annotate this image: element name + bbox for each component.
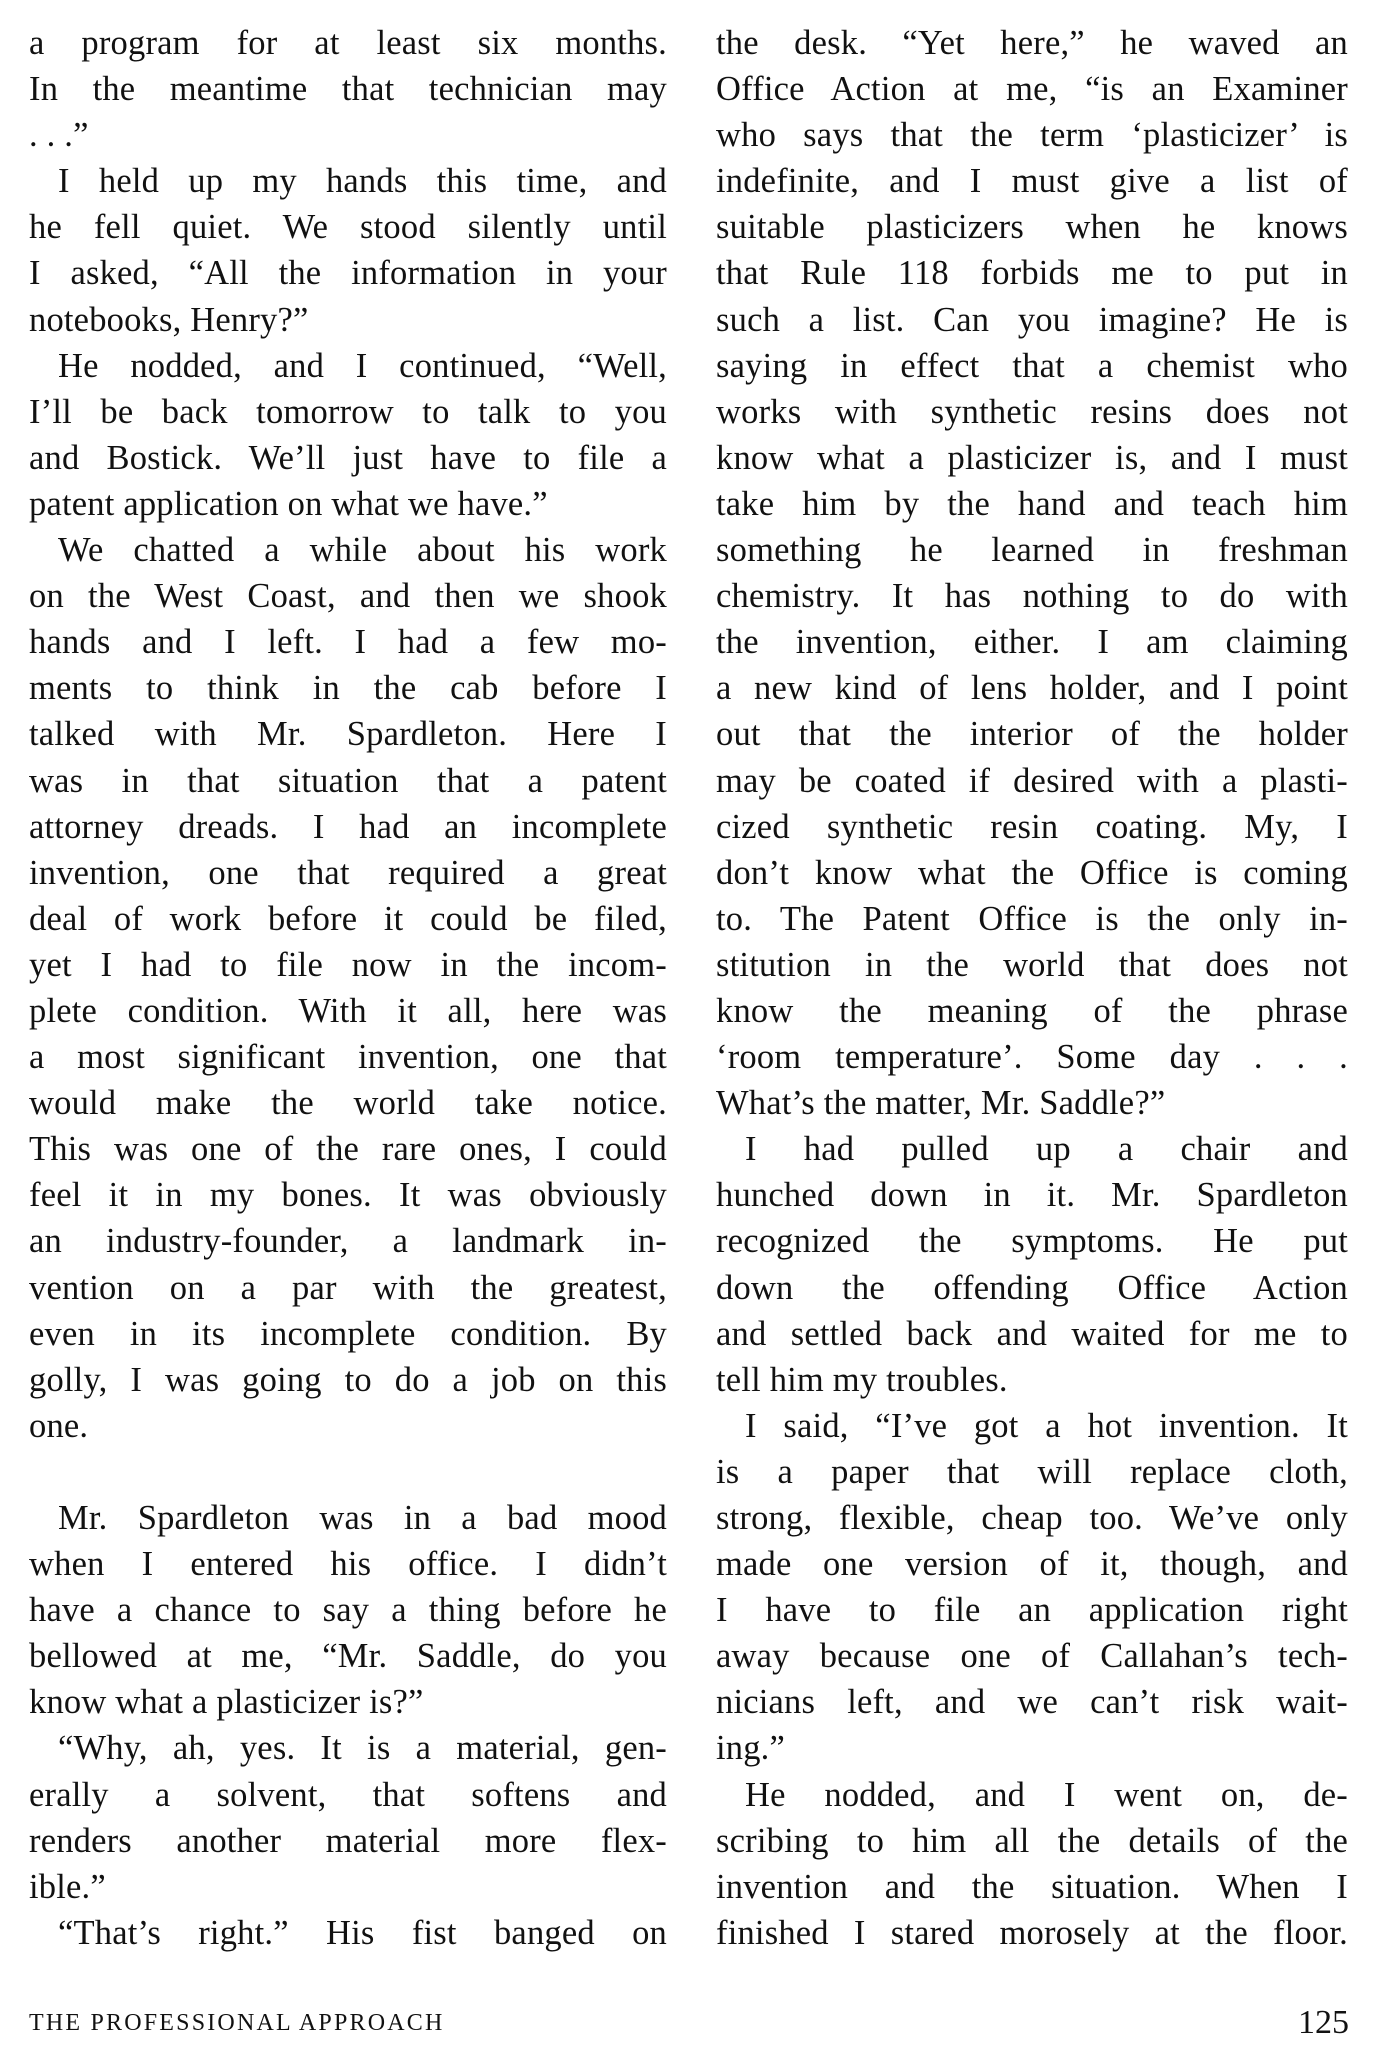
text-line: . . .” <box>29 116 89 155</box>
text-line: when I entered his office. I didn’t <box>29 1545 667 1584</box>
text-line: hands and I left. I had a few mo- <box>29 623 667 662</box>
text-line: scribing to him all the details of the <box>716 1821 1348 1860</box>
paragraph <box>716 20 1348 1126</box>
text-line: something he learned in freshman <box>716 531 1348 570</box>
text-line: patent application on what we have.” <box>29 484 548 523</box>
text-line: I have to file an application right <box>716 1591 1348 1630</box>
text-line: ‘room temperature’. Some day . . . <box>716 1038 1348 1077</box>
text-line: yet I had to file now in the incom- <box>29 945 667 984</box>
text-line: on the West Coast, and then we shook <box>29 577 667 616</box>
paragraph <box>716 1403 1348 1772</box>
text-line: cized synthetic resin coating. My, I <box>716 807 1348 846</box>
text-line: know what a plasticizer is?” <box>29 1683 424 1722</box>
text-line: would make the world take notice. <box>29 1084 667 1123</box>
text-line: such a list. Can you imagine? He is <box>716 300 1348 339</box>
text-line: This was one of the rare ones, I could <box>29 1130 667 1169</box>
text-line: and Bostick. We’ll just have to file a <box>29 438 667 477</box>
text-line: golly, I was going to do a job on this <box>29 1360 667 1399</box>
text-line: finished I stared morosely at the floor. <box>716 1913 1348 1952</box>
text-line: talked with Mr. Spardleton. Here I <box>29 715 667 754</box>
text-line: down the offending Office Action <box>716 1268 1348 1307</box>
text-line: What’s the matter, Mr. Saddle?” <box>716 1084 1166 1123</box>
text-line: one. <box>29 1406 89 1445</box>
running-title: THE PROFESSIONAL APPROACH <box>29 2010 445 2036</box>
text-line: recognized the symptoms. He put <box>716 1222 1348 1261</box>
text-line: We chatted a while about his work <box>58 531 667 570</box>
text-line: ible.” <box>29 1867 106 1906</box>
text-line: who says that the term ‘plasticizer’ is <box>716 116 1348 155</box>
text-line: the desk. “Yet here,” he waved an <box>716 24 1348 62</box>
text-line: don’t know what the Office is coming <box>716 853 1348 892</box>
text-line: ments to think in the cab before I <box>29 669 667 708</box>
paragraph <box>29 343 667 527</box>
paragraph <box>29 20 667 158</box>
text-line: invention, one that required a great <box>29 853 667 892</box>
text-line: a most significant invention, one that <box>29 1038 667 1077</box>
text-line: an industry-founder, a landmark in- <box>29 1222 667 1261</box>
text-line: tell him my troubles. <box>716 1360 1008 1399</box>
text-line: have a chance to say a thing before he <box>29 1591 667 1630</box>
text-line: he fell quiet. We stood silently until <box>29 208 667 247</box>
text-line: In the meantime that technician may <box>29 70 667 109</box>
text-line: and settled back and waited for me to <box>716 1314 1348 1353</box>
text-line: made one version of it, though, and <box>716 1545 1348 1584</box>
paragraph <box>29 1495 667 1725</box>
text-line: I held up my hands this time, and <box>58 162 667 201</box>
paragraph <box>29 1725 667 1909</box>
text-column-left <box>29 20 667 1956</box>
text-line: the invention, either. I am claiming <box>716 623 1348 662</box>
text-line: indefinite, and I must give a list of <box>716 162 1348 201</box>
text-line: is a paper that will replace cloth, <box>716 1452 1348 1491</box>
paragraph <box>29 1910 667 1956</box>
text-line: I asked, “All the information in your <box>29 254 667 293</box>
text-line: He nodded, and I continued, “Well, <box>58 346 667 385</box>
text-line: “Why, ah, yes. It is a material, gen- <box>58 1729 667 1768</box>
text-line: out that the interior of the holder <box>716 715 1348 754</box>
text-line: chemistry. It has nothing to do with <box>716 577 1348 616</box>
text-line: that Rule 118 forbids me to put in <box>716 254 1348 293</box>
text-line: renders another material more flex- <box>29 1821 667 1860</box>
text-line: strong, flexible, cheap too. We’ve only <box>716 1499 1348 1537</box>
paragraph <box>716 1126 1348 1403</box>
text-line: I had pulled up a chair and <box>745 1130 1348 1169</box>
text-line: “That’s right.” His fist banged on <box>58 1913 667 1952</box>
text-line: Office Action at me, “is an Examiner <box>716 70 1348 109</box>
text-line: plete condition. With it all, here was <box>29 991 667 1030</box>
text-column-right <box>716 20 1348 1956</box>
text-line: bellowed at me, “Mr. Saddle, do you <box>29 1637 667 1676</box>
text-line: even in its incomplete condition. By <box>29 1314 667 1353</box>
text-line: erally a solvent, that softens and <box>29 1775 667 1814</box>
text-line: attorney dreads. I had an incomplete <box>29 807 667 846</box>
text-line: hunched down in it. Mr. Spardleton <box>716 1176 1348 1215</box>
text-line: take him by the hand and teach him <box>716 484 1348 523</box>
text-line: Mr. Spardleton was in a bad mood <box>58 1499 667 1537</box>
text-line: vention on a par with the greatest, <box>29 1268 667 1307</box>
text-line: know what a plasticizer is, and I must <box>716 438 1348 477</box>
text-line: may be coated if desired with a plasti- <box>716 761 1348 800</box>
text-line: nicians left, and we can’t risk wait- <box>716 1683 1348 1722</box>
text-line: to. The Patent Office is the only in- <box>716 899 1348 938</box>
text-line: notebooks, Henry?” <box>29 300 309 339</box>
text-line: stitution in the world that does not <box>716 945 1348 984</box>
text-line: a program for at least six months. <box>29 24 667 62</box>
text-line: works with synthetic resins does not <box>716 392 1348 431</box>
text-line: saying in effect that a chemist who <box>716 346 1348 385</box>
paragraph <box>29 158 667 342</box>
text-line: He nodded, and I went on, de- <box>745 1775 1348 1814</box>
paragraph <box>716 1772 1348 1956</box>
text-line: was in that situation that a patent <box>29 761 667 800</box>
section-break <box>29 1449 667 1495</box>
text-line: invention and the situation. When I <box>716 1867 1348 1906</box>
text-line: ing.” <box>716 1729 786 1768</box>
text-line: I said, “I’ve got a hot invention. It <box>745 1406 1348 1445</box>
text-line: know the meaning of the phrase <box>716 991 1348 1030</box>
text-line: deal of work before it could be filed, <box>29 899 667 938</box>
text-line: away because one of Callahan’s tech- <box>716 1637 1348 1676</box>
text-line: a new kind of lens holder, and I point <box>716 669 1348 708</box>
paragraph <box>29 527 667 1449</box>
text-line: feel it in my bones. It was obviously <box>29 1176 667 1215</box>
text-line: I’ll be back tomorrow to talk to you <box>29 392 667 431</box>
page-number: 125 <box>1298 2004 1349 2041</box>
text-line: suitable plasticizers when he knows <box>716 208 1348 247</box>
